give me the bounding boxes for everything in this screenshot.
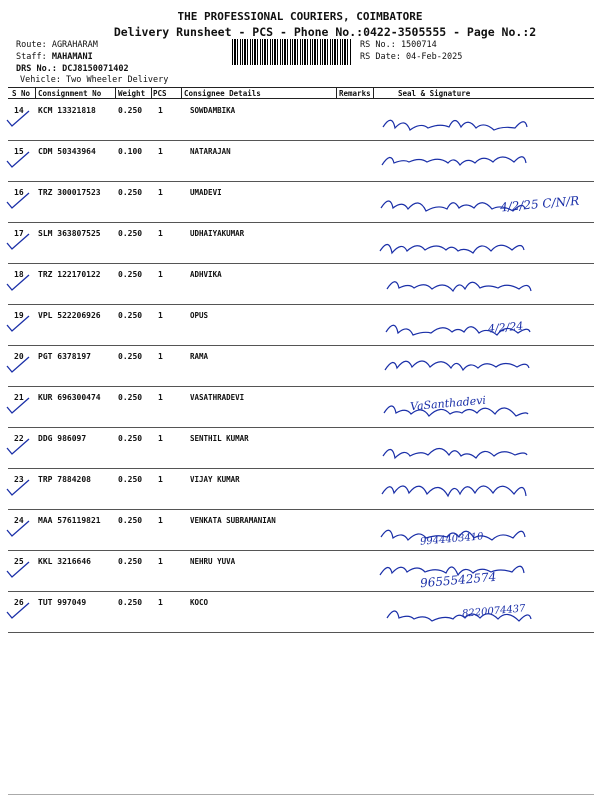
signature-scribble xyxy=(370,141,590,182)
vehicle-info: Vehicle: Two Wheeler Delivery xyxy=(20,75,169,85)
col-consignee: Consignee Details xyxy=(184,89,261,98)
consignee-name: UDHAIYAKUMAR xyxy=(190,229,245,238)
consignment-number: VPL 522206926 xyxy=(38,311,101,320)
drs-label: DRS No.: xyxy=(16,64,57,74)
row-sno: 26 xyxy=(14,598,24,607)
consignee-name: SENTHIL KUMAR xyxy=(190,434,249,443)
signature-scribble xyxy=(370,264,590,305)
signature-scribble xyxy=(370,346,590,387)
consignee-name: VENKATA SUBRAMANIAN xyxy=(190,516,276,525)
consignee-name: UMADEVI xyxy=(190,188,222,197)
consignee-name: OPUS xyxy=(190,311,209,320)
consignee-name: SOWDAMBIKA xyxy=(190,106,236,115)
consignment-number: TRP 7884208 xyxy=(38,475,91,484)
weight-value: 0.250 xyxy=(118,188,143,197)
check-mark-icon xyxy=(6,313,30,333)
table-row xyxy=(0,428,600,469)
consignment-number: SLM 363807525 xyxy=(38,229,101,238)
check-mark-icon xyxy=(6,518,30,538)
weight-value: 0.250 xyxy=(118,393,143,402)
weight-value: 0.250 xyxy=(118,557,143,566)
pcs-count: 1 xyxy=(158,352,163,361)
table-row xyxy=(0,387,600,428)
barcode-image xyxy=(232,39,352,65)
weight-value: 0.250 xyxy=(118,352,143,361)
pcs-count: 1 xyxy=(158,188,163,197)
check-mark-icon xyxy=(6,272,30,292)
consignment-number: TUT 997049 xyxy=(38,598,87,607)
check-mark-icon xyxy=(6,108,30,128)
check-mark-icon xyxy=(6,190,30,210)
consignment-number: KCM 13321818 xyxy=(38,106,96,115)
check-mark-icon xyxy=(6,477,30,497)
check-mark-icon xyxy=(6,354,30,374)
consignment-number: DDG 986097 xyxy=(38,434,87,443)
row-sno: 19 xyxy=(14,311,24,320)
consignment-number: TRZ 122170122 xyxy=(38,270,101,279)
col-divider xyxy=(35,88,36,98)
signature-scribble xyxy=(370,100,590,141)
table-row xyxy=(0,264,600,305)
runsheet-subtitle: Delivery Runsheet - PCS - Phone No.:0422-3505555 - Page No.:2 xyxy=(113,25,537,39)
header-bottom-rule xyxy=(8,98,594,99)
weight-value: 0.250 xyxy=(118,229,143,238)
route-info: Route: AGRAHARAM xyxy=(16,40,98,50)
pcs-count: 1 xyxy=(158,106,163,115)
consignee-name: VASATHRADEVI xyxy=(190,393,245,402)
weight-value: 0.250 xyxy=(118,311,143,320)
col-pcs: PCS xyxy=(153,89,167,98)
col-consignment: Consignment No xyxy=(38,89,102,98)
table-row xyxy=(0,223,600,264)
col-divider xyxy=(336,88,337,98)
row-sno: 23 xyxy=(14,475,24,484)
row-sno: 16 xyxy=(14,188,24,197)
check-mark-icon xyxy=(6,436,30,456)
weight-value: 0.250 xyxy=(118,434,143,443)
handwritten-phone: 9655542574 xyxy=(419,569,497,591)
col-divider xyxy=(181,88,182,98)
pcs-count: 1 xyxy=(158,311,163,320)
handwritten-phone: 9944403410 xyxy=(419,531,484,548)
rs-number: RS No.: 1500714 xyxy=(360,40,437,50)
weight-value: 0.100 xyxy=(118,147,143,156)
handwritten-date: 4/2/24 xyxy=(487,319,524,336)
consignment-number: MAA 576119821 xyxy=(38,516,101,525)
pcs-count: 1 xyxy=(158,434,163,443)
page-bottom-rule xyxy=(8,794,594,795)
handwritten-name: VaSanthadevi xyxy=(409,393,487,414)
table-row xyxy=(0,141,600,182)
row-sno: 21 xyxy=(14,393,24,402)
pcs-count: 1 xyxy=(158,270,163,279)
col-signature: Seal & Signature xyxy=(398,89,471,98)
row-sno: 22 xyxy=(14,434,24,443)
check-mark-icon xyxy=(6,395,30,415)
signature-scribble xyxy=(370,428,590,469)
pcs-count: 1 xyxy=(158,557,163,566)
rs-date: RS Date: 04-Feb-2025 xyxy=(360,52,463,62)
weight-value: 0.250 xyxy=(118,516,143,525)
consignment-number: KKL 3216646 xyxy=(38,557,91,566)
row-sno: 18 xyxy=(14,270,24,279)
consignment-number: TRZ 300017523 xyxy=(38,188,101,197)
staff-info xyxy=(16,52,93,64)
drs-value: DCJ8150071402 xyxy=(62,64,129,74)
col-divider xyxy=(151,88,152,98)
row-sno: 20 xyxy=(14,352,24,361)
staff-label: Staff: xyxy=(16,52,47,62)
pcs-count: 1 xyxy=(158,147,163,156)
staff-value: MAHAMANI xyxy=(51,52,93,62)
col-divider xyxy=(115,88,116,98)
col-weight: Weight xyxy=(118,89,146,98)
col-remarks: Remarks xyxy=(339,89,371,98)
check-mark-icon xyxy=(6,231,30,251)
row-sno: 15 xyxy=(14,147,24,156)
signature-scribble xyxy=(370,223,590,264)
consignment-number: PGT 6378197 xyxy=(38,352,91,361)
consignment-number: KUR 696300474 xyxy=(38,393,101,402)
row-sno: 14 xyxy=(14,106,24,115)
pcs-count: 1 xyxy=(158,598,163,607)
pcs-count: 1 xyxy=(158,229,163,238)
row-divider xyxy=(8,632,594,633)
weight-value: 0.250 xyxy=(118,270,143,279)
consignee-name: KOCO xyxy=(190,598,209,607)
table-row xyxy=(0,551,600,592)
row-sno: 25 xyxy=(14,557,24,566)
pcs-count: 1 xyxy=(158,516,163,525)
handwritten-note: 4/2/25 C/N/R xyxy=(499,193,580,215)
row-sno: 17 xyxy=(14,229,24,238)
signature-scribble xyxy=(370,305,590,346)
consignee-name: NEHRU YUVA xyxy=(190,557,236,566)
row-sno: 24 xyxy=(14,516,24,525)
handwritten-phone: 8220074437 xyxy=(461,603,526,620)
table-row xyxy=(0,100,600,141)
col-sno: S No xyxy=(12,89,31,98)
check-mark-icon xyxy=(6,149,30,169)
table-row xyxy=(0,346,600,387)
weight-value: 0.250 xyxy=(118,475,143,484)
check-mark-icon xyxy=(6,600,30,620)
consignee-name: ADHVIKA xyxy=(190,270,222,279)
pcs-count: 1 xyxy=(158,475,163,484)
table-row xyxy=(0,469,600,510)
table-top-rule xyxy=(8,87,594,88)
col-divider xyxy=(373,88,374,98)
consignee-name: NATARAJAN xyxy=(190,147,231,156)
table-row xyxy=(0,510,600,551)
weight-value: 0.250 xyxy=(118,598,143,607)
drs-info xyxy=(16,64,129,76)
consignee-name: VIJAY KUMAR xyxy=(190,475,240,484)
consignment-number: CDM 50343964 xyxy=(38,147,96,156)
pcs-count: 1 xyxy=(158,393,163,402)
signature-scribble xyxy=(370,469,590,510)
check-mark-icon xyxy=(6,559,30,579)
weight-value: 0.250 xyxy=(118,106,143,115)
company-title: THE PROFESSIONAL COURIERS, COIMBATORE xyxy=(177,10,423,23)
consignee-name: RAMA xyxy=(190,352,209,361)
